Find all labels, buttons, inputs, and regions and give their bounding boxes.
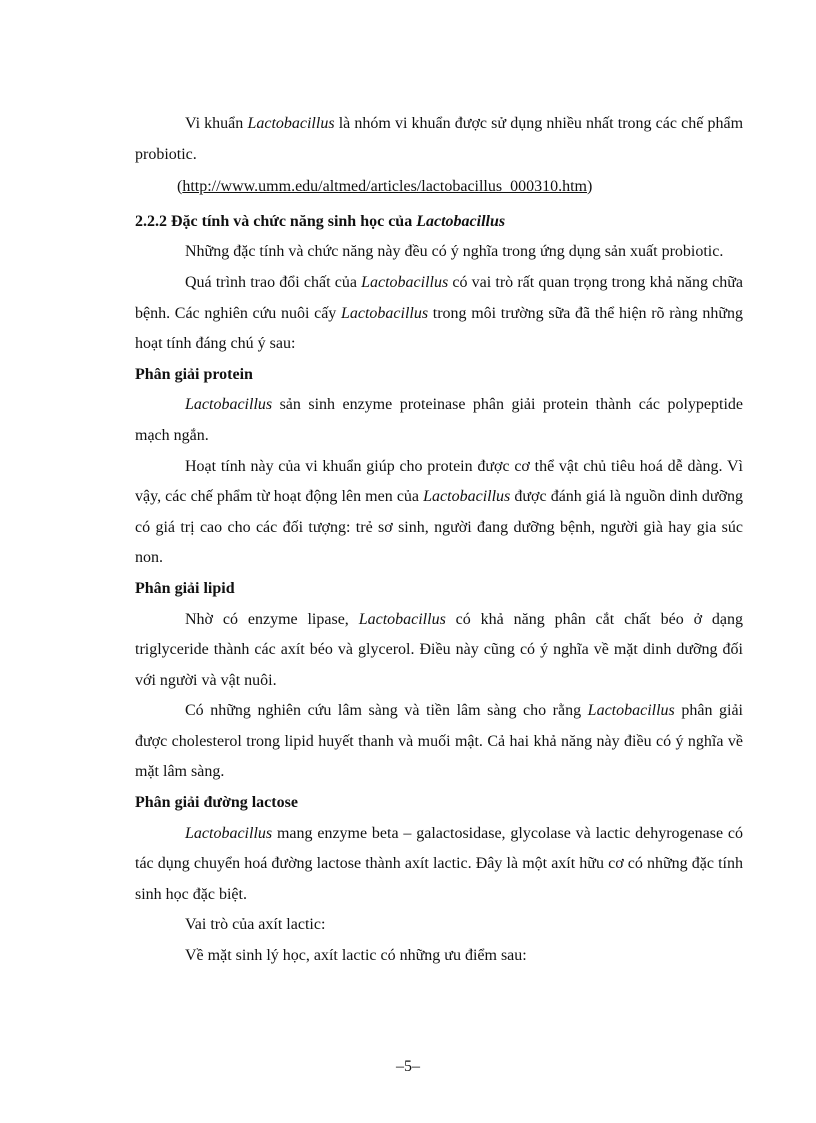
paragraph-galactosidase: Lactobacillus mang enzyme beta – galactosidase, glycolase và lactic dehyrogenase có tác dụng chuyển hoá đường lactose thành axít lactic. Đây là một axít hữu cơ có những đặc tính sinh học đặc biệt.: [135, 824, 743, 903]
subheading-lactose: Phân giải đường lactose: [135, 794, 298, 812]
page-number: –5–: [396, 1058, 420, 1075]
paragraph-proteinase: Lactobacillus sản sinh enzyme proteinase phân giải protein thành các polypeptide mạch ngắn.: [135, 396, 743, 444]
paragraph-digestion: Hoạt tính này của vi khuẩn giúp cho protein được cơ thể vật chủ tiêu hoá dễ dàng. Vì vậy, các chế phẩm từ hoạt động lên men của Lactobacillus được đánh giá là nguồn dinh dưỡng có giá trị cao cho các đối tượng: trẻ sơ sinh, người đang dưỡng bệnh, người già hay gia súc non.: [135, 457, 743, 567]
genus-name: Lactobacillus: [185, 824, 273, 842]
section-heading: 2.2.2 Đặc tính và chức năng sinh học của Lactobacillus: [135, 212, 506, 230]
genus-name: Lactobacillus: [185, 396, 273, 414]
genus-name: Lactobacillus: [423, 488, 511, 506]
paragraph-lactic-advantages: Về mặt sinh lý học, axít lactic có những ưu điểm sau:: [185, 947, 527, 965]
subheading-protein: Phân giải protein: [135, 365, 253, 383]
reference-link[interactable]: http://www.umm.edu/altmed/articles/lactobacillus_000310.htm: [182, 178, 587, 196]
paragraph-metabolism: Quá trình trao đổi chất của Lactobacillus có vai trò rất quan trọng trong khả năng chữa bệnh. Các nghiên cứu nuôi cấy Lactobacillus trong môi trường sữa đã thể hiện rõ ràng những hoạt tính đáng chú ý sau:: [135, 273, 743, 353]
genus-name: Lactobacillus: [361, 273, 449, 291]
paragraph-lactic-role: Vai trò của axít lactic:: [185, 916, 326, 934]
paragraph-lipase: Nhờ có enzyme lipase, Lactobacillus có khả năng phân cắt chất béo ở dạng triglyceride thành các axít béo và glycerol. Điều này cũng có ý nghĩa về mặt dinh dưỡng đối với người và vật nuôi.: [135, 610, 744, 689]
genus-name: Lactobacillus: [416, 212, 506, 230]
paragraph-overview: Những đặc tính và chức năng này đều có ý nghĩa trong ứng dụng sản xuất probiotic.: [185, 243, 724, 261]
page-body: [135, 109, 743, 972]
genus-name: Lactobacillus: [247, 115, 335, 132]
paragraph-intro: Vi khuẩn Lactobacillus là nhóm vi khuẩn được sử dụng nhiều nhất trong các chế phẩm probiotic.: [135, 115, 744, 163]
genus-name: Lactobacillus: [587, 702, 675, 720]
genus-name: Lactobacillus: [358, 610, 446, 628]
reference-url: (http://www.umm.edu/altmed/articles/lactobacillus_000310.htm): [177, 178, 593, 196]
paragraph-cholesterol: Có những nghiên cứu lâm sàng và tiền lâm sàng cho rằng Lactobacillus phân giải được cholesterol trong lipid huyết thanh và muối mật. Cả hai khả năng này điều có ý nghĩa về mặt lâm sàng.: [135, 702, 743, 781]
subheading-lipid: Phân giải lipid: [135, 579, 235, 597]
genus-name: Lactobacillus: [340, 304, 429, 322]
